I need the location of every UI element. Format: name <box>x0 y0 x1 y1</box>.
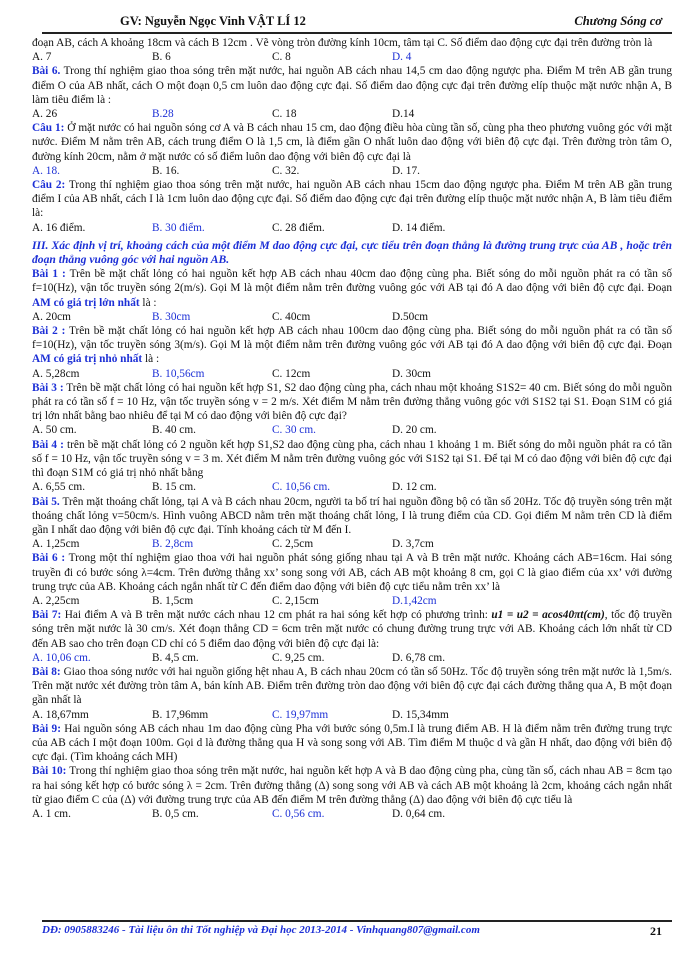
question-tail: là : <box>142 353 160 366</box>
answer-option: C. 30 cm. <box>272 424 316 437</box>
answer-option: C. 32. <box>272 164 300 177</box>
question-highlight: AM có giá trị nhỏ nhất <box>32 353 143 366</box>
answer-option: B. 2,8cm <box>152 538 194 551</box>
answer-option: C. 10,56 cm. <box>272 481 331 494</box>
question-tail: , tốc độ truyền sóng trên mặt nước là 30 cm/s. Xét đoạn thẳng CD = 6cm trên mặt nước có chung đường trung trực với AB. Khoảng cách lớn nhất từ CD đến AB sao cho trên đoạn CD chỉ có 5 điểm dao động với biên độ cực đại là: <box>32 609 673 650</box>
question-body: Trên mặt thoáng chất lỏng, tại A và B cách nhau 20cm, người ta bố trí hai nguồn đồng bộ có tần số 20Hz. Tốc độ truyền sóng trên mặt thoáng chất lỏng v=50cm/s. Hình vuông ABCD nằm trên mặt thoáng chất lỏng, I là trung điểm của CD. Gọi điểm M nằm trên CD là điểm gần I nhất dao động với biên độ cực đại. Tính khoảng cách từ M đến I. <box>32 495 672 536</box>
question-body: Hai điểm A và B trên mặt nước cách nhau 12 cm phát ra hai sóng kết hợp có phương trình: <box>61 609 492 622</box>
answer-option: C. 9,25 cm. <box>272 651 325 664</box>
question-body: Trong thí nghiệm giao thoa sóng trên mặt nước, hai nguồn AB cách nhau 15cm dao động ngược pha. Điểm M trên AB gần trung điểm I của AB nhất, cách I là 1cm luôn dao động cực đại. Số điểm dao động cực đại trên đường elíp thuộc mặt nước nhận A, B làm tiêu điểm là: <box>32 179 672 220</box>
answer-option: B. 4,5 cm. <box>152 651 199 664</box>
answer-option: D. 0,64 cm. <box>392 807 446 820</box>
question-number: Bài 9: <box>32 722 61 735</box>
question-number: Câu 1: <box>32 122 65 135</box>
answer-option: A. 16 điểm. <box>32 221 86 234</box>
answer-option: D. 6,78 cm. <box>392 651 446 664</box>
answer-options <box>32 537 672 551</box>
answer-option: D. 4 <box>392 51 412 64</box>
question-text <box>32 381 672 424</box>
answer-options <box>32 708 672 722</box>
answer-option: C. 2,5cm <box>272 538 314 551</box>
question-body: đoạn AB, cách A khoảng 18cm và cách B 12cm . Vẽ vòng tròn đường kính 10cm, tâm tại C. Số điểm dao động cực đại trên đường tròn là <box>32 37 653 49</box>
question-body: Trong một thí nghiệm giao thoa với hai nguồn phát sóng giống nhau tại A và B trên mặt nước. Khoảng cách AB=16cm. Hai sóng truyền đi có bước sóng λ=4cm. Trên đường thẳng xx’ song song với AB, cách AB một khoảng 8 cm, gọi C là giao điểm của xx’ với đường trung trực của AB. Khoảng cách ngắn nhất từ C đến điểm dao động với biên độ cực tiểu nằm trên xx’ là <box>32 552 672 593</box>
answer-option: C. 8 <box>272 51 291 64</box>
question-text <box>32 267 672 310</box>
answer-options <box>32 164 672 178</box>
question-number: Bài 5. <box>32 495 60 508</box>
answer-option: A. 10,06 cm. <box>32 651 91 664</box>
question-body: Trên bề mặt chất lỏng có hai nguồn kết hợp S1, S2 dao động cùng pha, cách nhau một khoảng S1S2= 40 cm. Biết sóng do mỗi nguồn phát ra có tần số f = 10 Hz, vận tốc truyền sóng v = 2 m/s. Xét điểm M nằm trên đường thẳng vuông góc với S1S2 tại S1. Đoạn S1M có giá trị lớn nhất bằng bao nhiêu để tại M có dao động với biên độ cực đại? <box>32 381 672 423</box>
answer-option: B. 30 điểm. <box>152 221 205 234</box>
answer-option: C. 40cm <box>272 310 311 323</box>
answer-options <box>32 651 672 665</box>
answer-option: C. 12cm <box>272 367 311 380</box>
question-text <box>32 551 672 594</box>
answer-option: C. 2,15cm <box>272 594 319 607</box>
answer-option: B. 30cm <box>152 310 191 323</box>
question-body: Hai nguồn sóng AB cách nhau 1m dao động cùng Pha với bước sóng 0,5m.I là trung điểm AB. H là điểm nằm trên đường trung trực của AB cách I một đoạn 100m. Gọi d là đường thẳng qua H và song song với AB. Tìm điểm M thuộc d và gần H nhất, dao động với biên độ cực đại. (Tìm khoảng cách MH) <box>32 722 672 764</box>
question-text <box>32 324 672 367</box>
answer-option: B. 16. <box>152 164 180 177</box>
answer-options <box>32 107 672 121</box>
question-number: Bài 2 : <box>32 325 66 338</box>
answer-options <box>32 594 672 608</box>
answer-options <box>32 367 672 381</box>
answer-option: D. 12 cm. <box>392 481 437 494</box>
answer-option: B. 6 <box>152 51 171 64</box>
question-body: Trong thí nghiệm giao thoa sóng trên mặt nước, hai nguồn AB cách nhau 14,5 cm dao động ngược pha. Điểm M trên AB gần trung điểm O của AB nhất, cách O một đoạn 0,5 cm luôn dao động cực đại. Số điểm dao động cực đại trên đường elíp thuộc mặt nước nhận A, B làm tiêu điểm là : <box>32 65 672 106</box>
question-text <box>32 178 672 221</box>
question-text <box>32 64 672 107</box>
question-text <box>32 121 672 164</box>
answer-option: A. 18,67mm <box>32 708 89 721</box>
question-body: Trên bề mặt chất lỏng có hai nguồn kết hợp AB cách nhau 40cm dao động cùng pha. Biết sóng do mỗi nguồn phát ra có tần số f=10(Hz), vận tốc truyền sóng 2(m/s). Gọi M là một điểm nằm trên đường vuông góc với AB tại đó A dao động với biên độ cực đại. Đoạn <box>32 268 672 295</box>
answer-option: B. 0,5 cm. <box>152 807 199 820</box>
question-number: Bài 6. <box>32 65 61 78</box>
header-left: GV: Nguyễn Ngọc Vinh VẬT LÍ 12 <box>120 14 306 28</box>
answer-options <box>32 221 672 235</box>
document-body <box>32 36 672 821</box>
question-formula: u1 = u2 = acos40πt(cm) <box>491 609 605 622</box>
answer-option: C. 18 <box>272 108 297 121</box>
answer-option: A. 5,28cm <box>32 367 80 380</box>
answer-option: D. 15,34mm <box>392 708 449 721</box>
question-text <box>32 665 672 708</box>
question-number: Bài 6 : <box>32 552 66 565</box>
question-number: Bài 7: <box>32 609 62 622</box>
answer-options <box>32 807 672 821</box>
answer-option: A. 2,25cm <box>32 594 80 607</box>
question-text <box>32 608 672 651</box>
footer-rule <box>42 920 672 922</box>
answer-option: B. 17,96mm <box>152 708 209 721</box>
answer-option: C. 19,97mm <box>272 708 329 721</box>
answer-option: A. 6,55 cm. <box>32 481 86 494</box>
answer-option: B. 15 cm. <box>152 481 196 494</box>
page-footer <box>42 924 672 936</box>
question-body: Ở mặt nước có hai nguồn sóng cơ A và B cách nhau 15 cm, dao động điều hòa cùng tần số, cùng pha theo phương vuông góc với mặt nước. Điểm M nằm trên AB, cách trung điểm O là 1,5 cm, là điểm gần O nhất luôn dao động với biên độ cực đại. Trên đường tròn tâm O, đường kính 20cm, nằm ở mặt nước có số điểm luôn dao động với biên độ cực đại là <box>32 122 672 163</box>
question-text <box>32 438 672 481</box>
page-number: 21 <box>650 924 662 938</box>
answer-options <box>32 50 672 64</box>
question-body: Trên bề mặt chất lỏng có hai nguồn kết hợp AB cách nhau 100cm dao động cùng pha. Biết sóng do mỗi nguồn phát ra có tần số f=10(Hz), vận tốc truyền sóng 3(m/s). Gọi M là một điểm nằm trên đường vuông góc với AB tại đó A dao động với biên độ cực đại. Đoạn <box>32 325 672 352</box>
header-right: Chương Sóng cơ <box>574 14 662 28</box>
answer-option: A. 20cm <box>32 310 71 323</box>
question-text <box>32 36 672 50</box>
answer-option: D. 3,7cm <box>392 538 434 551</box>
answer-option: A. 1 cm. <box>32 807 71 820</box>
answer-option: A. 26 <box>32 108 58 121</box>
answer-option: C. 28 điểm. <box>272 221 325 234</box>
question-tail: là : <box>139 296 157 309</box>
question-body: trên bề mặt chất lỏng có 2 nguồn kết hợp S1,S2 dao động cùng pha, cách nhau 1 khoảng 1 m. Biết sóng do mỗi nguồn phát ra có tần số f = 10 Hz, vận tốc truyền sóng v = 3 m. Xét điểm M nằm trên đường vuông góc với S1S2 tại S1. Để tại M có dao động với biên độ cực đại thì đoạn S1M có giá trị nhỏ nhất bằng <box>32 438 672 480</box>
section-heading: III. Xác định vị trí, khoảng cách của một điểm M dao động cực đại, cực tiểu trên đoạn thẳng là đường trung trực của AB , hoặc trên đoạn thẳng vuông góc với hai nguồn AB. <box>32 238 672 267</box>
header-rule <box>42 32 672 34</box>
question-text <box>32 722 672 765</box>
question-text <box>32 764 672 807</box>
answer-option: D.50cm <box>392 310 429 323</box>
answer-option: A. 1,25cm <box>32 538 80 551</box>
question-highlight: AM có giá trị lớn nhất <box>32 296 140 309</box>
question-number: Bài 1 : <box>32 268 66 281</box>
question-number: Bài 10: <box>32 765 67 778</box>
answer-option: B.28 <box>152 108 174 121</box>
answer-option: C. 0,56 cm. <box>272 807 325 820</box>
answer-option: A. 18. <box>32 164 60 177</box>
question-body: Giao thoa sóng nước với hai nguồn giống hệt nhau A, B cách nhau 20cm có tần số 50Hz. Tốc độ truyền sóng trên mặt nước là 1,5m/s. Trên mặt nước xét đường tròn tâm A, bán kính AB. Điểm trên đường tròn dao động với biên độ cực đại cách đường thẳng qua A, B một đoạn gần nhất là <box>32 665 672 707</box>
answer-option: A. 7 <box>32 51 52 64</box>
question-number: Bài 4 : <box>32 438 64 451</box>
question-text <box>32 495 672 538</box>
answer-option: D. 17. <box>392 164 420 177</box>
answer-option: B. 40 cm. <box>152 424 196 437</box>
page-header <box>42 10 672 36</box>
answer-option: B. 1,5cm <box>152 594 194 607</box>
answer-option: A. 50 cm. <box>32 424 77 437</box>
answer-option: D.1,42cm <box>392 594 437 607</box>
question-number: Bài 3 : <box>32 381 64 394</box>
answer-option: D. 14 điểm. <box>392 221 446 234</box>
footer-text: DĐ: 0905883246 - Tài liệu ôn thi Tốt nghiệp và Đại học 2013-2014 - Vinhquang807@gmail.com <box>42 924 480 936</box>
answer-options <box>32 480 672 494</box>
answer-option: D. 20 cm. <box>392 424 437 437</box>
question-number: Câu 2: <box>32 179 66 192</box>
answer-options <box>32 310 672 324</box>
answer-option: B. 10,56cm <box>152 367 205 380</box>
answer-option: D.14 <box>392 108 415 121</box>
question-body: Trong thí nghiệm giao thoa sóng trên mặt nước, hai nguồn kết hợp A và B dao động cùng pha, cùng tần số, cách nhau AB = 8cm tạo ra hai sóng kết hợp có bước sóng λ = 2cm. Trên đường thẳng (Δ) song song với AB và cách AB một khoảng là 2cm, khoảng cách ngắn nhất từ giao điểm C của (Δ) với đường trung trực của AB đến điểm M trên đường thẳng (Δ) dao động với biên độ cực tiểu là <box>32 765 672 806</box>
answer-options <box>32 423 672 437</box>
question-number: Bài 8: <box>32 665 61 678</box>
answer-option: D. 30cm <box>392 367 431 380</box>
